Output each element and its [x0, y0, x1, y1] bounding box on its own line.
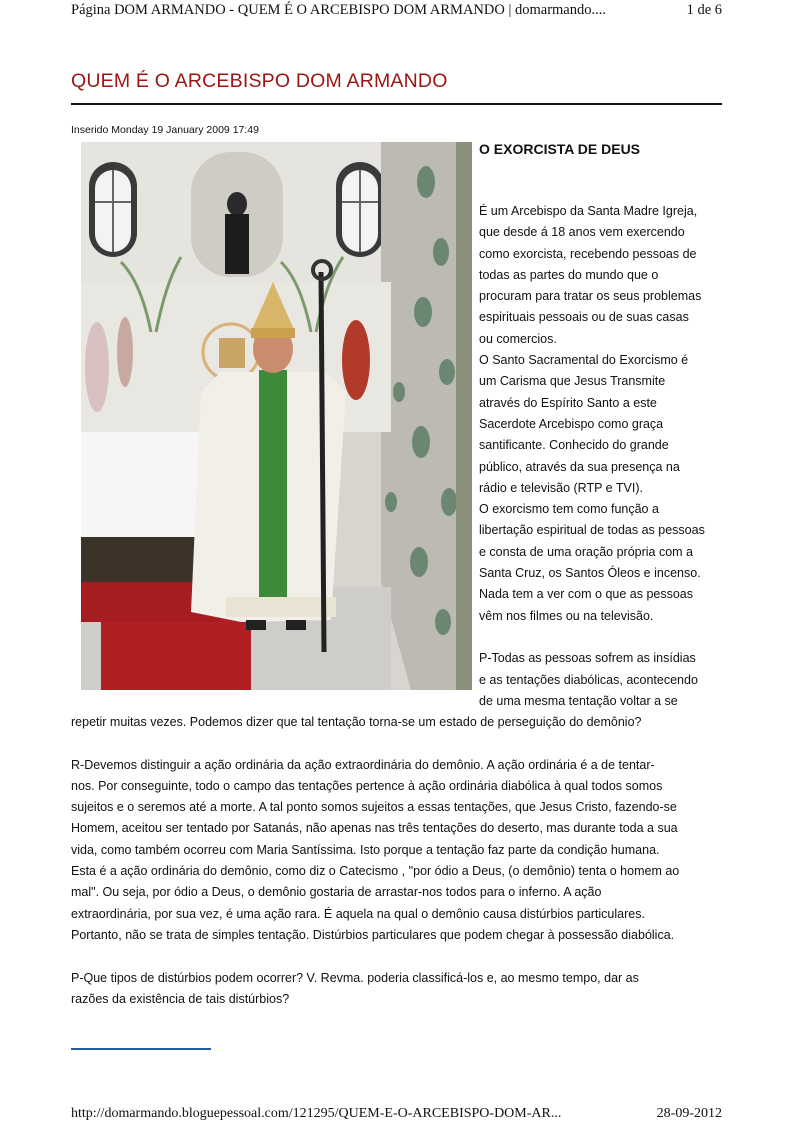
- intro-line: P-Todas as pessoas sofrem as insídias: [479, 651, 696, 666]
- intro-line: através do Espírito Santo a este: [479, 395, 657, 410]
- intro-line: santificante. Conhecido do grande: [479, 438, 669, 453]
- intro-line: como exorcista, recebendo pessoas de: [479, 246, 697, 261]
- body-line: mal". Ou seja, por ódio a Deus, o demônio gostaria de arrastar-nos todos para o inferno. A ação: [71, 885, 602, 900]
- body-line: vida, como também ocorreu com Maria Santíssima. Isto porque a tentação faz parte da condição humana.: [71, 842, 660, 857]
- intro-line: público, através da sua presença na: [479, 459, 680, 474]
- intro-line: O Santo Sacramental do Exorcismo é: [479, 353, 689, 368]
- print-footer: [71, 1106, 722, 1122]
- intro-line: É um Arcebispo da Santa Madre Igreja,: [479, 204, 698, 218]
- body-line: Homem, aceitou ser tentado por Satanás, não apenas nas três tentações do deserto, mas durante toda a sua: [71, 821, 678, 836]
- body-line: [71, 733, 723, 754]
- intro-line: procuram para tratar os seus problemas: [479, 289, 702, 304]
- intro-line: ou comercios.: [479, 331, 557, 346]
- intro-line: Sacerdote Arcebispo como graça: [479, 416, 664, 431]
- print-header: [71, 2, 722, 19]
- print-date: 28-09-2012: [656, 1106, 722, 1121]
- body-line: nos. Por conseguinte, todo o campo das tentações pertence à ação ordinária diabólica à qual todos somos: [71, 778, 663, 793]
- body-line: razões da existência de tais distúrbios?: [71, 991, 290, 1006]
- article-body: [71, 712, 723, 1010]
- footnote-divider: [71, 1048, 211, 1050]
- intro-line: rádio e televisão (RTP e TVI).: [479, 480, 643, 495]
- intro-line: de uma mesma tentação voltar a se: [479, 693, 678, 708]
- body-line: Portanto, não se trata de simples tentação. Distúrbios particulares que podem chegar à possessão diabólica.: [71, 927, 675, 942]
- body-line: repetir muitas vezes. Podemos dizer que tal tentação torna-se um estado de perseguição do demônio?: [71, 715, 642, 729]
- body-line: sujeitos e o seremos até a morte. A tal ponto somos sujeitos a essas tentações, que Jesus Cristo, fazendo-se: [71, 800, 677, 815]
- body-line: P-Que tipos de distúrbios podem ocorrer? V. Revma. poderia classificá-los e, ao mesmo tempo, dar as: [71, 970, 639, 985]
- intro-line: libertação espiritual de todas as pessoas: [479, 523, 705, 538]
- intro-line: [479, 627, 729, 648]
- article-title: QUEM É O ARCEBISPO DOM ARMANDO: [71, 70, 448, 92]
- page-url: http://domarmando.bloguepessoal.com/121295/QUEM-E-O-ARCEBISPO-DOM-AR...: [71, 1106, 562, 1121]
- section-heading: O EXORCISTA DE DEUS: [479, 141, 641, 157]
- intro-line: espirituais pessoais ou de suas casas: [479, 310, 689, 325]
- intro-line: todas as partes do mundo que o: [479, 267, 659, 282]
- page-counter: 1 de 6: [686, 2, 722, 18]
- article-intro-column: [479, 201, 729, 712]
- intro-line: Nada tem a ver com o que as pessoas: [479, 587, 694, 602]
- intro-line: vêm nos filmes ou na televisão.: [479, 608, 654, 623]
- body-line: Esta é a ação ordinária do demônio, como diz o Catecismo , "por ódio a Deus, (o demônio) tenta o homem ao: [71, 864, 680, 879]
- body-line: extraordinária, por sua vez, é uma ação rara. É aquela na qual o demônio causa distúrbios particulares.: [71, 906, 645, 921]
- intro-line: que desde á 18 anos vem exercendo: [479, 225, 685, 240]
- intro-line: um Carisma que Jesus Transmite: [479, 374, 666, 389]
- print-header-title: Página DOM ARMANDO - QUEM É O ARCEBISPO DOM ARMANDO | domarmando....: [71, 2, 606, 18]
- body-line: [71, 946, 723, 967]
- body-line: R-Devemos distinguir a ação ordinária da ação extraordinária do demônio. A ação ordinária é a de tentar-: [71, 757, 655, 772]
- intro-line: e consta de uma oração própria com a: [479, 544, 694, 559]
- intro-line: e as tentações diabólicas, acontecendo: [479, 672, 698, 687]
- post-meta: Inserido Monday 19 January 2009 17:49: [71, 124, 259, 136]
- intro-line: Santa Cruz, os Santos Óleos e incenso.: [479, 566, 701, 581]
- intro-line: O exorcismo tem como função a: [479, 502, 659, 517]
- archbishop-photo: [81, 142, 472, 690]
- title-divider: [71, 103, 722, 105]
